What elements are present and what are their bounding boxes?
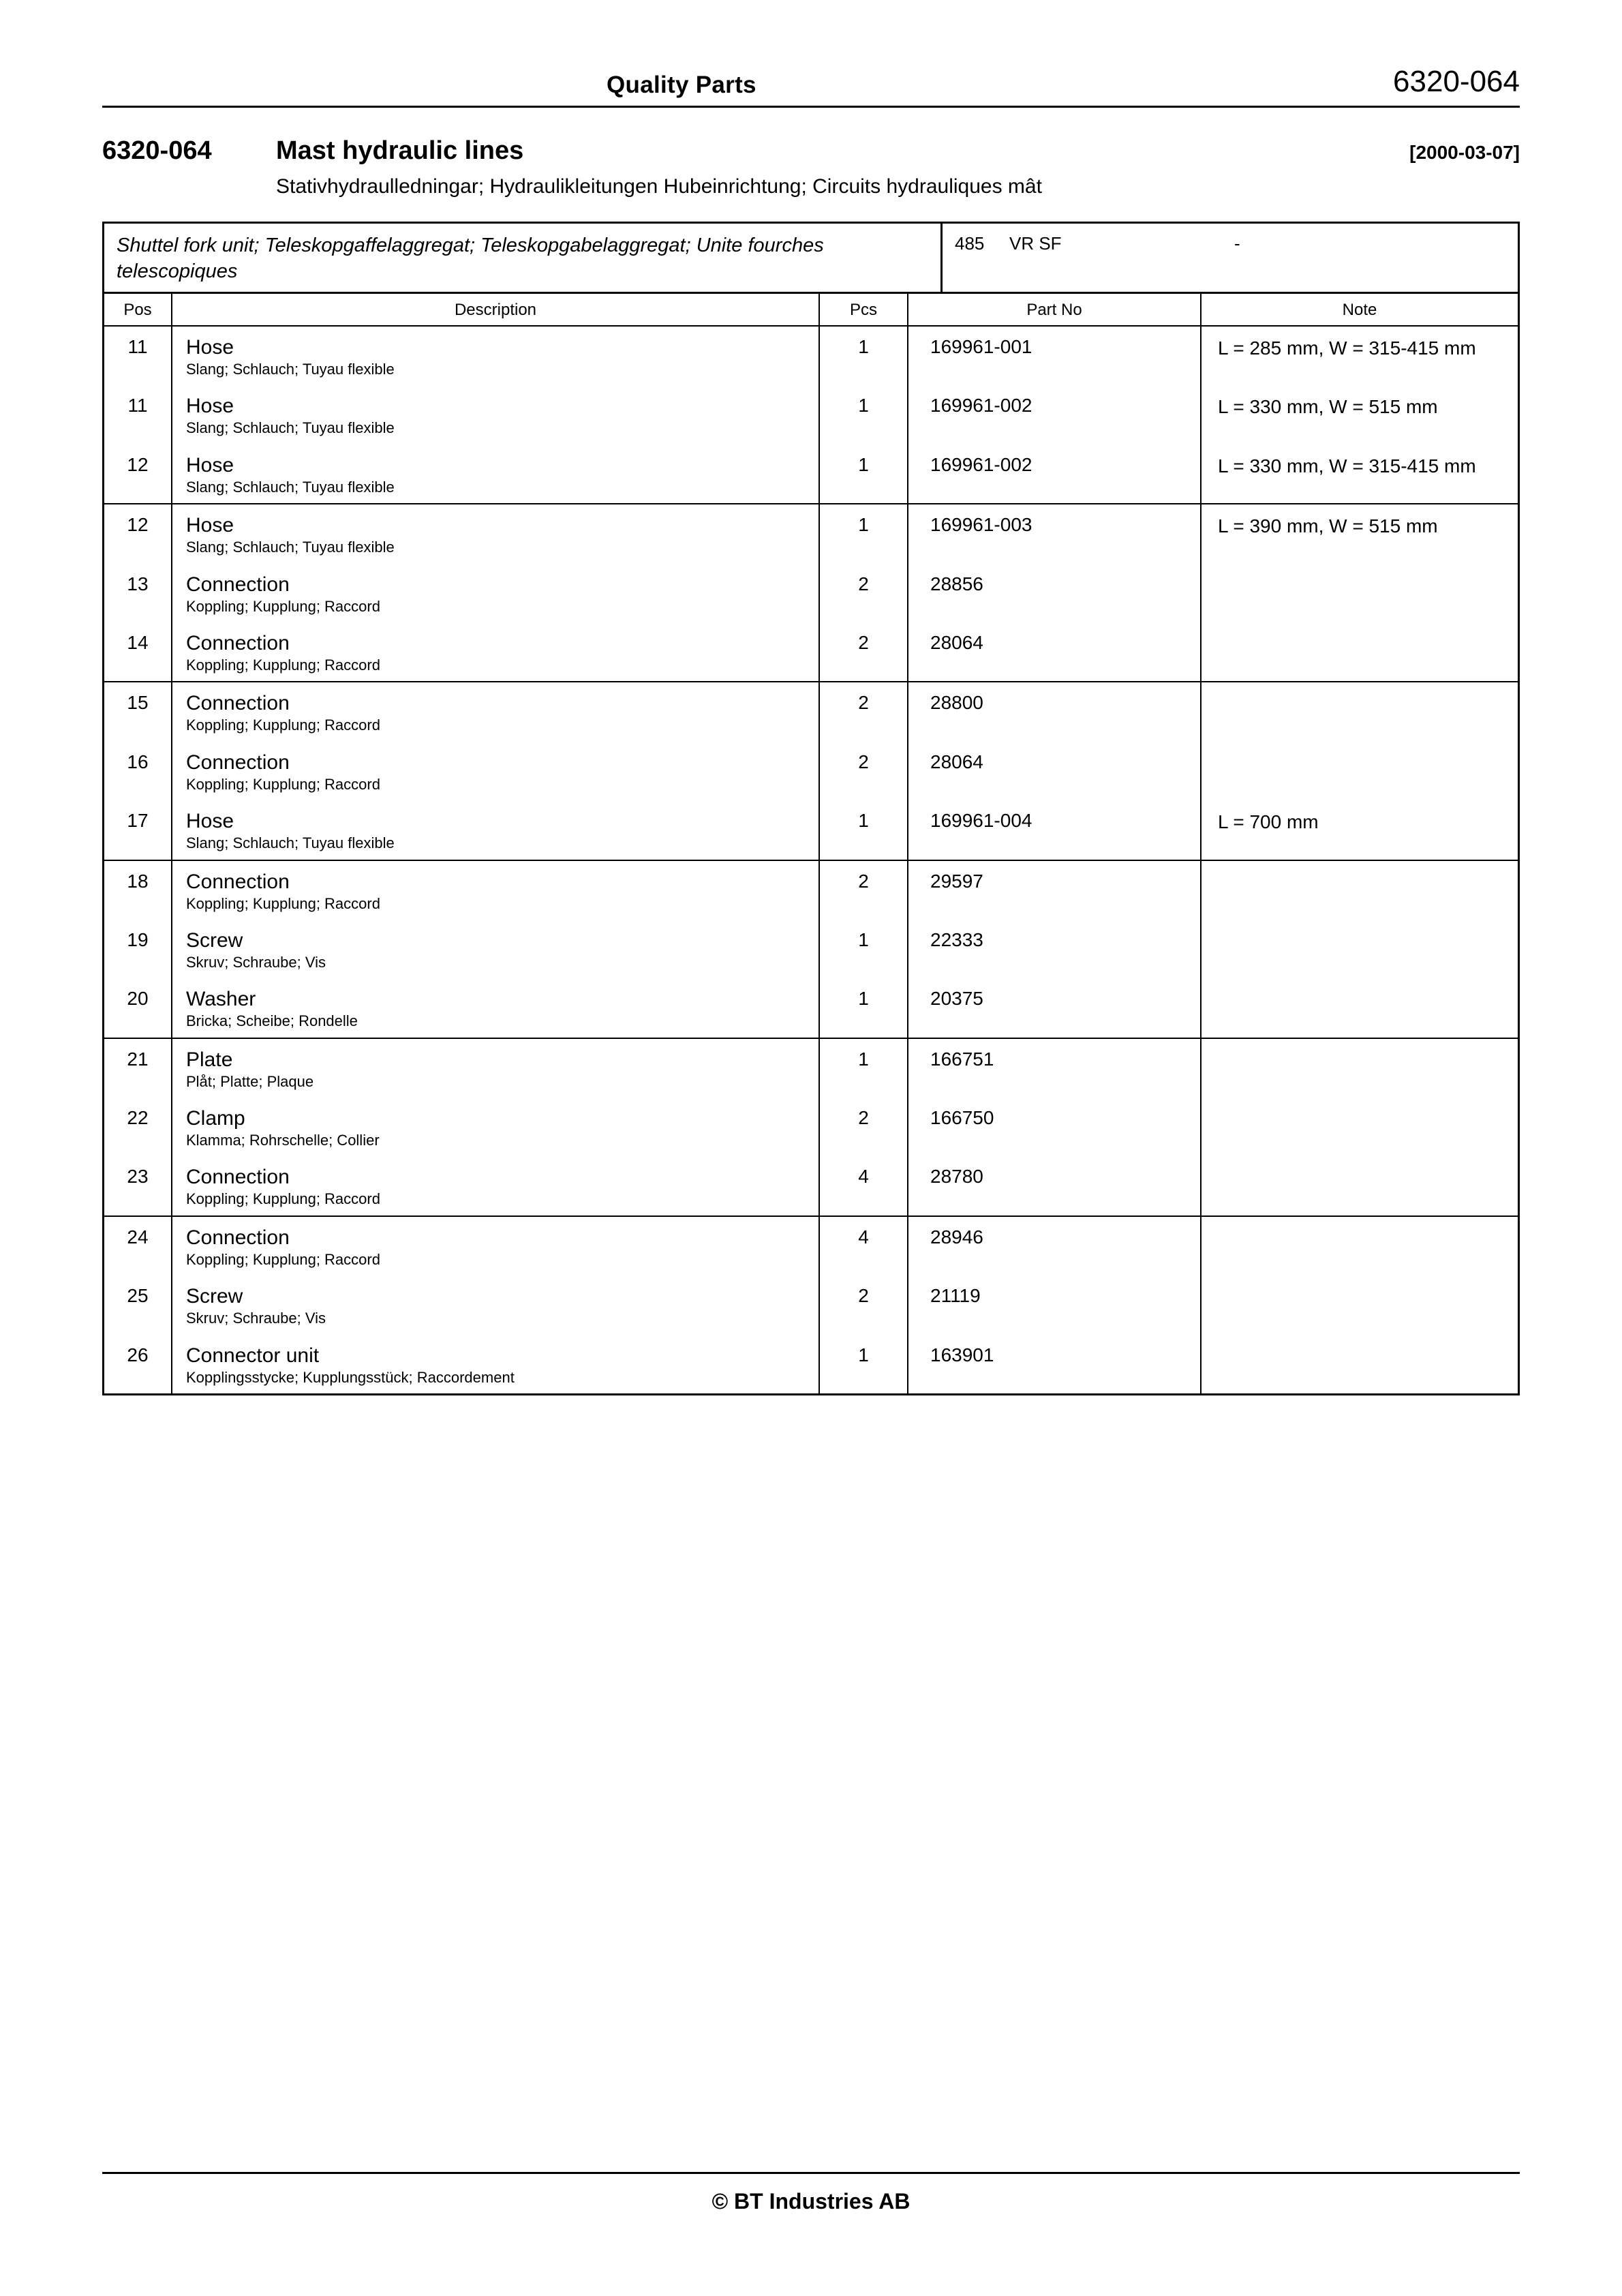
cell-pcs: 2: [820, 622, 908, 681]
assembly-code-note: -: [1234, 233, 1240, 254]
cell-description: [172, 682, 820, 741]
cell-description: [172, 1039, 820, 1098]
cell-part-no: 28064: [908, 622, 1202, 681]
cell-part-no: 169961-001: [908, 327, 1202, 385]
header-divider: [102, 106, 1520, 108]
description-main: Connection: [186, 573, 290, 596]
table-row: [104, 327, 1518, 385]
column-header-part-no: Part No: [908, 294, 1202, 325]
cell-pos: 11: [104, 327, 172, 385]
assembly-name: Shuttel fork unit; Teleskopgaffelaggregat; Teleskopgabelaggregat; Unite fourches telescopiques: [104, 224, 943, 292]
header-document-number: 6320-064: [1393, 65, 1520, 98]
table-row: [104, 385, 1518, 444]
cell-pcs: 1: [820, 385, 908, 444]
cell-part-no: 166751: [908, 1039, 1202, 1098]
cell-pos: 22: [104, 1098, 172, 1156]
description-main: Screw: [186, 928, 243, 952]
table-row: [104, 861, 1518, 920]
cell-note: [1202, 920, 1518, 978]
description-main: Connection: [186, 751, 290, 774]
description-translations: Skruv; Schraube; Vis: [186, 1310, 326, 1327]
description-main: Hose: [186, 395, 234, 418]
description-translations: Koppling; Kupplung; Raccord: [186, 656, 380, 674]
cell-part-no: 28856: [908, 564, 1202, 622]
cell-note: L = 390 mm, W = 515 mm: [1218, 515, 1438, 537]
cell-description: [172, 978, 820, 1037]
description-translations: Plåt; Platte; Plaque: [186, 1072, 314, 1090]
cell-note: [1202, 564, 1518, 622]
cell-description: [172, 920, 820, 978]
description-translations: Klamma; Rohrschelle; Collier: [186, 1132, 380, 1149]
table-row: [104, 742, 1518, 800]
brand-label: Quality Parts: [607, 72, 756, 98]
cell-note: [1202, 1039, 1518, 1098]
description-translations: Slang; Schlauch; Tuyau flexible: [186, 539, 395, 556]
cell-pos: 20: [104, 978, 172, 1037]
cell-description: [172, 622, 820, 681]
description-translations: Koppling; Kupplung; Raccord: [186, 894, 380, 912]
cell-part-no: 169961-004: [908, 800, 1202, 859]
cell-pos: 15: [104, 682, 172, 741]
cell-note: L = 700 mm: [1218, 811, 1319, 833]
revision-date: [2000-03-07]: [1409, 142, 1520, 163]
column-header-pcs: Pcs: [820, 294, 908, 325]
cell-pcs: 1: [820, 920, 908, 978]
cell-pcs: 4: [820, 1156, 908, 1215]
cell-pcs: 2: [820, 742, 908, 800]
cell-part-no: 28064: [908, 742, 1202, 800]
cell-note: [1202, 742, 1518, 800]
title-line: [102, 136, 1520, 166]
cell-pos: 26: [104, 1335, 172, 1393]
table-body: [104, 327, 1518, 1393]
cell-pos: 12: [104, 504, 172, 563]
table-row: [104, 1039, 1518, 1098]
cell-pcs: 1: [820, 978, 908, 1037]
cell-description: [172, 1217, 820, 1275]
cell-note: L = 330 mm, W = 515 mm: [1218, 396, 1438, 418]
page-header: [102, 65, 1520, 108]
cell-pos: 16: [104, 742, 172, 800]
table-row: [104, 1275, 1518, 1334]
cell-description: [172, 1156, 820, 1215]
cell-pcs: 2: [820, 682, 908, 741]
cell-pcs: 2: [820, 861, 908, 920]
description-translations: Koppling; Kupplung; Raccord: [186, 716, 380, 734]
cell-description: [172, 564, 820, 622]
cell-note: [1202, 1275, 1518, 1334]
cell-description: [172, 1275, 820, 1334]
table-row: [104, 504, 1518, 563]
cell-part-no: 21119: [908, 1275, 1202, 1334]
cell-pcs: 2: [820, 564, 908, 622]
description-main: Clamp: [186, 1107, 245, 1130]
title-subtitle: Stativhydraulledningar; Hydraulikleitungen Hubeinrichtung; Circuits hydrauliques mât: [276, 175, 1042, 198]
description-main: Hose: [186, 810, 234, 833]
table-row: [104, 1098, 1518, 1156]
table-row: [104, 920, 1518, 978]
cell-pcs: 2: [820, 1098, 908, 1156]
cell-note: [1202, 978, 1518, 1037]
cell-pcs: 2: [820, 1275, 908, 1334]
assembly-code-text: VR SF: [1009, 233, 1062, 254]
page-title: Mast hydraulic lines: [276, 136, 524, 165]
cell-pos: 23: [104, 1156, 172, 1215]
cell-pcs: 4: [820, 1217, 908, 1275]
table-row: [104, 682, 1518, 741]
table-column-headers: [104, 294, 1518, 327]
table-row: [104, 622, 1518, 682]
cell-part-no: 28800: [908, 682, 1202, 741]
cell-pos: 14: [104, 622, 172, 681]
description-main: Screw: [186, 1285, 243, 1308]
description-main: Connection: [186, 870, 290, 893]
cell-description: [172, 742, 820, 800]
table-row: [104, 1217, 1518, 1275]
table-row: [104, 800, 1518, 860]
cell-description: [172, 1335, 820, 1393]
cell-note: L = 330 mm, W = 315-415 mm: [1218, 455, 1476, 477]
description-translations: Koppling; Kupplung; Raccord: [186, 597, 380, 615]
cell-pcs: 1: [820, 504, 908, 563]
cell-pcs: 1: [820, 444, 908, 503]
description-main: Connection: [186, 1226, 290, 1249]
table-row: [104, 978, 1518, 1038]
cell-description: [172, 504, 820, 563]
description-main: Hose: [186, 336, 234, 359]
cell-part-no: 28780: [908, 1156, 1202, 1215]
cell-note: [1202, 682, 1518, 741]
cell-part-no: 166750: [908, 1098, 1202, 1156]
description-main: Connection: [186, 1166, 290, 1189]
cell-note: L = 285 mm, W = 315-415 mm: [1218, 337, 1476, 359]
table-row: [104, 1156, 1518, 1216]
description-translations: Skruv; Schraube; Vis: [186, 953, 326, 971]
assembly-header-row: [104, 224, 1518, 294]
cell-pos: 13: [104, 564, 172, 622]
column-header-note: Note: [1342, 301, 1377, 319]
table-row: [104, 444, 1518, 504]
cell-note: [1202, 861, 1518, 920]
cell-description: [172, 385, 820, 444]
column-header-pos: Pos: [104, 294, 172, 325]
description-main: Hose: [186, 453, 234, 477]
description-main: Hose: [186, 514, 234, 537]
cell-part-no: 163901: [908, 1335, 1202, 1393]
cell-note: [1202, 1335, 1518, 1393]
cell-pos: 25: [104, 1275, 172, 1334]
cell-note: [1202, 1217, 1518, 1275]
parts-table: [102, 222, 1520, 1395]
cell-pos: 11: [104, 385, 172, 444]
header-row: [102, 65, 1520, 106]
cell-part-no: 29597: [908, 861, 1202, 920]
cell-part-no: 20375: [908, 978, 1202, 1037]
cell-part-no: 169961-002: [908, 444, 1202, 503]
cell-pos: 24: [104, 1217, 172, 1275]
description-translations: Bricka; Scheibe; Rondelle: [186, 1012, 358, 1030]
assembly-code-number: 485: [955, 233, 985, 254]
cell-note: [1202, 1098, 1518, 1156]
cell-note: [1202, 1156, 1518, 1215]
description-main: Connection: [186, 692, 290, 715]
description-main: Plate: [186, 1048, 233, 1071]
cell-pos: 12: [104, 444, 172, 503]
cell-part-no: 22333: [908, 920, 1202, 978]
cell-pcs: 1: [820, 327, 908, 385]
description-translations: Slang; Schlauch; Tuyau flexible: [186, 361, 395, 378]
cell-note: [1202, 622, 1518, 681]
footer-divider: [102, 2172, 1520, 2174]
description-main: Washer: [186, 988, 256, 1011]
cell-description: [172, 861, 820, 920]
cell-part-no: 169961-002: [908, 385, 1202, 444]
cell-part-no: 28946: [908, 1217, 1202, 1275]
description-main: Connector unit: [186, 1344, 320, 1367]
cell-pos: 18: [104, 861, 172, 920]
page-footer: [102, 2172, 1520, 2214]
description-translations: Kopplingsstycke; Kupplungsstück; Raccordement: [186, 1368, 515, 1386]
table-row: [104, 564, 1518, 622]
description-translations: Slang; Schlauch; Tuyau flexible: [186, 478, 395, 496]
title-block: [102, 136, 1520, 198]
cell-pos: 17: [104, 800, 172, 859]
description-main: Connection: [186, 631, 290, 654]
footer-copyright: © BT Industries AB: [711, 2189, 911, 2214]
cell-part-no: 169961-003: [908, 504, 1202, 563]
description-translations: Slang; Schlauch; Tuyau flexible: [186, 834, 395, 852]
description-translations: Slang; Schlauch; Tuyau flexible: [186, 419, 395, 437]
table-row: [104, 1335, 1518, 1393]
description-translations: Koppling; Kupplung; Raccord: [186, 775, 380, 793]
assembly-code-cell: [943, 224, 1518, 292]
cell-pos: 21: [104, 1039, 172, 1098]
cell-pcs: 1: [820, 800, 908, 859]
cell-pos: 19: [104, 920, 172, 978]
description-translations: Koppling; Kupplung; Raccord: [186, 1250, 380, 1268]
cell-description: [172, 444, 820, 503]
cell-description: [172, 800, 820, 859]
cell-pcs: 1: [820, 1335, 908, 1393]
description-translations: Koppling; Kupplung; Raccord: [186, 1190, 380, 1208]
section-number: 6320-064: [102, 136, 212, 165]
cell-pcs: 1: [820, 1039, 908, 1098]
column-header-description: Description: [172, 294, 820, 325]
cell-description: [172, 1098, 820, 1156]
cell-description: [172, 327, 820, 385]
